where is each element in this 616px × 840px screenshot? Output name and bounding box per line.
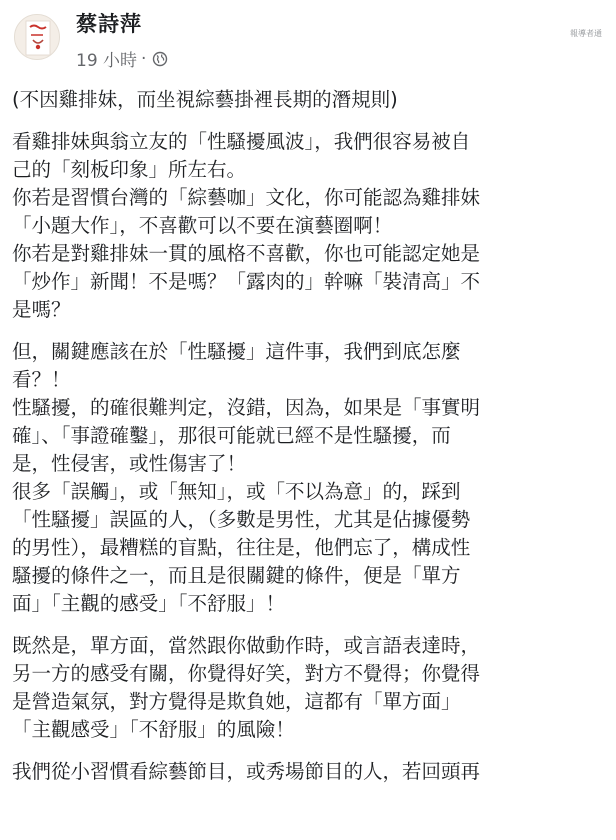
text-line: 是嗎？ — [12, 298, 71, 321]
post-meta — [76, 46, 168, 71]
corner-watermark: 報導者通 — [570, 29, 602, 38]
text-line: 己的「刻板印象」所左右。 — [12, 158, 247, 181]
text-line: 面」「主觀的感受」「不舒服」！ — [12, 592, 286, 615]
paragraph-5 — [12, 758, 606, 786]
text-line: 「小題大作」，不喜歡可以不要在演藝圈啊！ — [12, 214, 393, 237]
text-line: 性騷擾，的確很難判定，沒錯，因為，如果是「事實明 — [12, 396, 481, 419]
text-line: 看？！ — [12, 368, 71, 391]
paragraph-1 — [12, 86, 606, 114]
globe-icon — [152, 51, 168, 67]
text-line: 另一方的感受有關，你覺得好笑，對方不覺得；你覺得 — [12, 662, 481, 685]
text-line: 是營造氣氛，對方覺得是欺負她，這都有「單方面」 — [12, 690, 461, 713]
text-line: 但，關鍵應該在於「性騷擾」這件事，我們到底怎麼 — [12, 340, 461, 363]
paragraph-2 — [12, 128, 606, 324]
text-line: 確」、「事證確鑿」，那很可能就已經不是性騷擾，而 — [12, 424, 451, 447]
text-line: 既然是，單方面，當然跟你做動作時，或言語表達時， — [12, 634, 481, 657]
text-line: 你若是習慣台灣的「綜藝咖」文化，你可能認為雞排妹 — [12, 186, 481, 209]
paragraph-3 — [12, 338, 606, 618]
text-line: 我們從小習慣看綜藝節目，或秀場節目的人，若回頭再 — [12, 760, 481, 783]
text-line: 你若是對雞排妹一貫的風格不喜歡，你也可能認定她是 — [12, 242, 481, 265]
text-line: 的男性），最糟糕的盲點，往往是，他們忘了，構成性 — [12, 536, 471, 559]
avatar[interactable] — [14, 14, 60, 60]
text-line: 是，性侵害，或性傷害了！ — [12, 452, 247, 475]
post-time[interactable]: 19 小時 — [76, 51, 138, 71]
paragraph-4 — [12, 632, 606, 744]
meta-separator: · — [141, 48, 147, 69]
text-line: 「性騷擾」誤區的人，（多數是男性，尤其是佔據優勢 — [12, 508, 471, 531]
text-line: 看雞排妹與翁立友的「性騷擾風波」，我們很容易被自 — [12, 130, 471, 153]
author-name[interactable]: 蔡詩萍 — [76, 12, 142, 36]
text-line: 騷擾的條件之一，而且是很關鍵的條件，便是「單方 — [12, 564, 461, 587]
text-line: 「主觀感受」「不舒服」的風險！ — [12, 718, 295, 741]
text-line: 很多「誤觸」，或「無知」，或「不以為意」的，踩到 — [12, 480, 461, 503]
text-line: (不因雞排妹，而坐視綜藝掛裡長期的潛規則) — [12, 88, 398, 111]
post-body — [12, 86, 606, 800]
text-line: 「炒作」新聞！不是嗎？「露肉的」幹嘛「裝清高」不 — [12, 270, 481, 293]
post-header — [0, 0, 616, 80]
